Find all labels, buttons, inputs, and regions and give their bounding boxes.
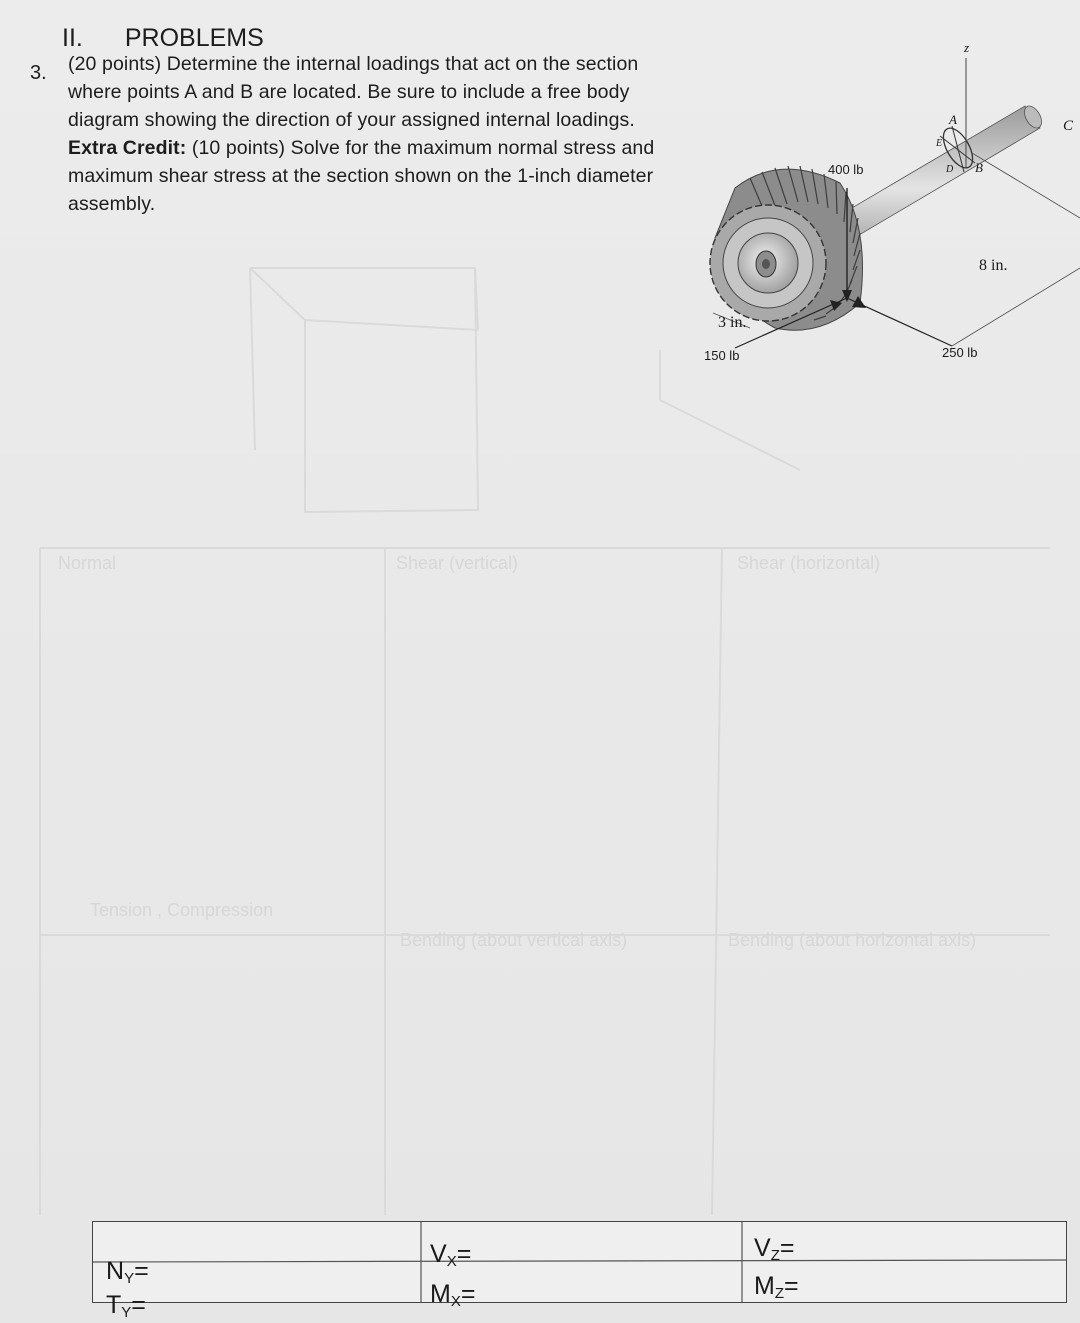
axis-label-z: z xyxy=(964,40,970,55)
force-label-150: 150 lb xyxy=(704,348,740,363)
mz-subscript: Z xyxy=(774,1285,784,1302)
answer-field-ty[interactable] xyxy=(106,1291,146,1321)
gear-shaft-figure xyxy=(690,28,1080,378)
mz-symbol: M xyxy=(754,1272,775,1300)
ny-equals: = xyxy=(134,1257,149,1285)
dimension-label-3in: 3 in. xyxy=(718,314,747,331)
mz-equals: = xyxy=(784,1272,799,1300)
point-label-b: B xyxy=(975,160,983,175)
answer-table xyxy=(92,1221,1067,1303)
problem-line: (10 points) Solve for the maximum normal stress and xyxy=(186,137,655,159)
problem-line: maximum shear stress at the section shown on the 1-inch diameter xyxy=(68,165,654,187)
vx-equals: = xyxy=(456,1240,472,1268)
problem-statement xyxy=(68,50,680,218)
problem-line: assembly. xyxy=(68,193,156,215)
gear-shaft-drawing xyxy=(690,28,1080,378)
vz-equals: = xyxy=(779,1234,795,1262)
problem-number: 3. xyxy=(30,62,47,84)
answer-field-mx[interactable] xyxy=(430,1280,475,1310)
point-label-a: A xyxy=(949,112,957,127)
answer-field-vx[interactable] xyxy=(430,1240,471,1270)
extra-credit-label: Extra Credit: xyxy=(68,137,187,159)
answer-field-mz[interactable] xyxy=(754,1272,799,1302)
ty-subscript: Y xyxy=(121,1304,132,1321)
force-label-250: 250 lb xyxy=(942,345,978,360)
point-label-c: C xyxy=(1063,118,1074,134)
mx-subscript: X xyxy=(450,1293,461,1310)
vx-subscript: X xyxy=(446,1253,457,1270)
dimension-label-8in: 8 in. xyxy=(979,257,1008,274)
section-numeral: II. xyxy=(62,24,83,52)
ty-equals: = xyxy=(131,1291,146,1319)
answer-field-ny[interactable] xyxy=(106,1257,149,1287)
vz-symbol: V xyxy=(754,1234,771,1262)
problem-line: (20 points) Determine the internal loadings that act on the section xyxy=(68,53,639,75)
vz-subscript: Z xyxy=(770,1247,780,1264)
vx-symbol: V xyxy=(430,1240,447,1268)
problem-line: diagram showing the direction of your assigned internal loadings. xyxy=(68,109,635,131)
section-header xyxy=(62,24,264,53)
problem-line: where points A and B are located. Be sure to include a free body xyxy=(68,81,630,103)
mx-equals: = xyxy=(460,1280,476,1308)
answer-table-grid xyxy=(93,1222,1066,1302)
ny-subscript: Y xyxy=(124,1270,135,1287)
point-label-e: E xyxy=(936,138,943,149)
point-label-d: D xyxy=(946,164,954,175)
force-label-400: 400 lb xyxy=(828,162,864,177)
section-title: PROBLEMS xyxy=(124,24,264,52)
mx-symbol: M xyxy=(430,1280,451,1308)
force-arrow-250 xyxy=(847,296,952,346)
bevel-gear xyxy=(710,166,863,330)
ty-symbol: T xyxy=(106,1291,122,1319)
answer-field-vz[interactable] xyxy=(754,1234,794,1264)
ny-symbol: N xyxy=(106,1257,125,1285)
